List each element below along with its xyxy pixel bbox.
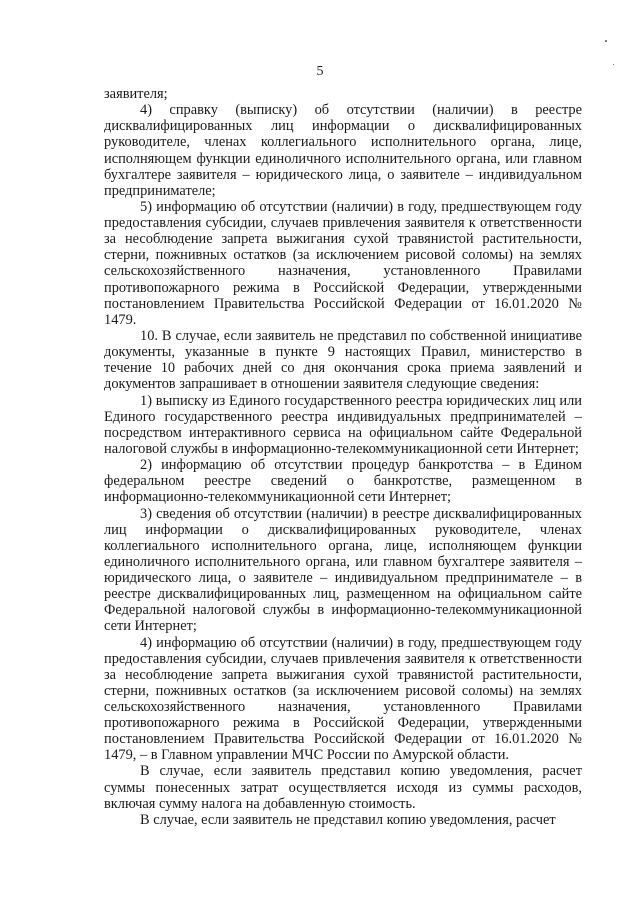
scan-speck (605, 40, 607, 42)
scan-speck (613, 64, 614, 65)
paragraph-item-5-fire-safety-info: 5) информацию об отсутствии (наличии) в году, предшествующем году предоставления субсидии, случаев привлечения заявителя к ответственности за несоблюдение запрета выжигания сухой травянистой растительности, стерни, пожнивных остатков (за исключением рисовой соломы) на землях сельскохозяйственного назначения, установленного Правилами противопожарного режима в Российской Федерации, утвержденными постановлением Правительства Российской Федерации от 16.01.2020 № 1479. (104, 199, 582, 328)
paragraph-notification-provided: В случае, если заявитель представил копию уведомления, расчет суммы понесенных затрат осуществляется исходя из суммы расходов, включая сумму налога на добавленную стоимость. (104, 763, 582, 812)
paragraph-request-3-disqualified: 3) сведения об отсутствии (наличии) в реестре дисквалифицированных лиц информации о дисквалифицированных руководителе, членах коллегиального исполнительного органа, лице, исполняющем функции единоличного исполнительного органа, или главном бухгалтере заявителя – юридического лица, о заявителе – индивидуальном предпринимателе – в реестре дисквалифицированных лиц, размещенном на официальном сайте Федеральной налоговой службы в информационно-телекоммуникационной сети Интернет; (104, 505, 582, 635)
paragraph-clause-10: 10. В случае, если заявитель не представил по собственной инициативе документы, указанные в пункте 9 настоящих Правил, министерство в течение 10 рабочих дней со дня окончания срока приема заявлений и документов запрашивает в отношении заявителя следующие сведения: (104, 327, 582, 393)
page-number: 5 (316, 64, 324, 79)
paragraph-notification-not-provided: В случае, если заявитель не представил копию уведомления, расчет (140, 811, 556, 828)
paragraph-item-4-disqualified-registry: 4) справку (выписку) об отсутствии (наличии) в реестре дисквалифицированных лиц информации о дисквалифицированных руководителе, членах коллегиального исполнительного органа, лице, исполняющем функции единоличного исполнительного органа, или главном бухгалтере заявителя – юридического лица, о заявителе – индивидуальном предпринимателе; (104, 102, 582, 199)
paragraph-request-1-egrul: 1) выписку из Единого государственного реестра юридических лиц или Единого государственного реестра индивидуальных предпринимателей – посредством интерактивного сервиса на официальном сайте Федеральной налоговой службы в информационно-телекоммуникационной сети Интернет; (104, 392, 582, 457)
paragraph-request-2-bankruptcy: 2) информацию об отсутствии процедур банкротства – в Едином федеральном реестре сведений о банкротстве, размещенном в информационно-телекоммуникационной сети Интернет; (104, 457, 582, 506)
paragraph-request-4-mchs: 4) информацию об отсутствии (наличии) в году, предшествующем году предоставления субсидии, случаев привлечения заявителя к ответственности за несоблюдение запрета выжигания сухой травянистой растительности, стерни, пожнивных остатков (за исключением рисовой соломы) на землях сельскохозяйственного назначения, установленного Правилами противопожарного режима в Российской Федерации, утвержденными постановлением Правительства Российской Федерации от 16.01.2020 № 1479, – в Главном управлении МЧС России по Амурской области. (104, 634, 582, 764)
paragraph-continuation: заявителя; (104, 86, 168, 102)
document-body (104, 86, 582, 828)
